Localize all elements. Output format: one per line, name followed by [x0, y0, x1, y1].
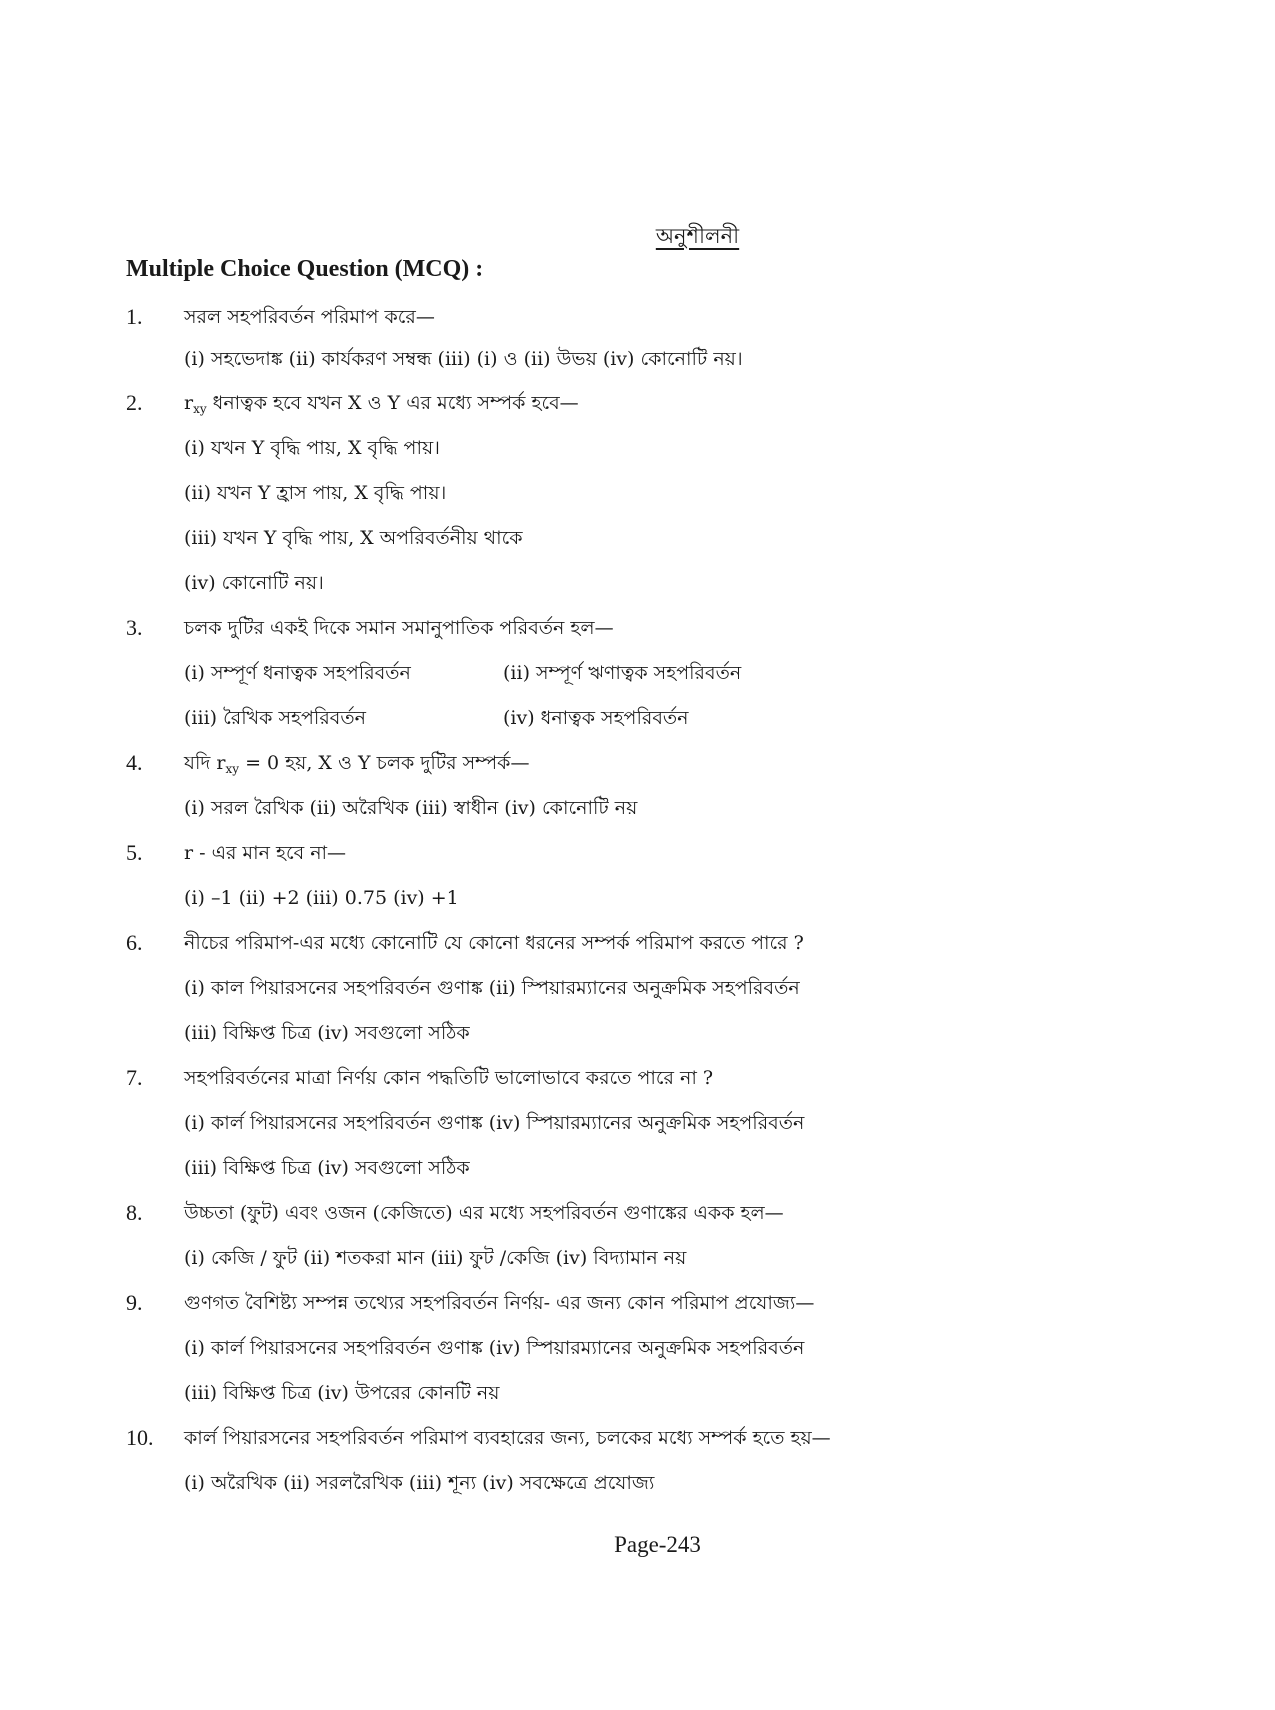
question-text-start: যদি r — [184, 752, 226, 774]
question-text: সরল সহপরিবর্তন পরিমাপ করে— — [184, 306, 435, 328]
question-text — [184, 746, 529, 786]
question-text: সহপরিবর্তনের মাত্রা নির্ণয় কোন পদ্ধতিটি ভালোভাবে করতে পারে না ? — [184, 1067, 714, 1089]
question-number: 9. — [126, 1290, 143, 1315]
options-line: (i) কেজি / ফুট (ii) শতকরা মান (iii) ফুট /কেজি (iv) বিদ্যামান নয় — [184, 1247, 687, 1269]
question-text: উচ্চতা (ফুট) এবং ওজন (কেজিতে) এর মধ্যে সহপরিবর্তন গুণাঙ্কের একক হল— — [184, 1202, 784, 1224]
option: (iv) কোনোটি নয়। — [184, 572, 324, 594]
question-text-rest: ধনাত্বক হবে যখন X ও Y এর মধ্যে সম্পর্ক হবে— — [206, 392, 579, 414]
question-number: 4. — [126, 750, 143, 775]
option: (iv) ধনাত্বক সহপরিবর্তন — [503, 707, 689, 729]
question-text — [184, 386, 579, 426]
question-number: 6. — [126, 930, 143, 955]
options-line: (i) কার্ল পিয়ারসনের সহপরিবর্তন গুণাঙ্ক (iv) স্পিয়ারম্যানের অনুক্রমিক সহপরিবর্তন — [184, 1112, 805, 1134]
option: (iii) যখন Y বৃদ্ধি পায়, X অপরিবর্তনীয় থাকে — [184, 527, 523, 549]
question-text: কার্ল পিয়ারসনের সহপরিবর্তন পরিমাপ ব্যবহারের জন্য, চলকের মধ্যে সম্পর্ক হতে হয়— — [184, 1427, 831, 1449]
question-number: 2. — [126, 390, 143, 415]
question-number: 5. — [126, 840, 143, 865]
options-line: (iii) বিক্ষিপ্ত চিত্র (iv) সবগুলো সঠিক — [184, 1157, 470, 1179]
options-line: (i) কাল পিয়ারসনের সহপরিবর্তন গুণাঙ্ক (ii) স্পিয়ারম্যানের অনুক্রমিক সহপরিবর্তন — [184, 977, 800, 999]
option: (ii) সম্পূর্ণ ঋণাত্বক সহপরিবর্তন — [503, 662, 742, 684]
options-line: (i) কার্ল পিয়ারসনের সহপরিবর্তন গুণাঙ্ক (iv) স্পিয়ারম্যানের অনুক্রমিক সহপরিবর্তন — [184, 1337, 805, 1359]
question-text: গুণগত বৈশিষ্ট্য সম্পন্ন তথ্যের সহপরিবর্তন নির্ণয়- এর জন্য কোন পরিমাপ প্রযোজ্য— — [184, 1292, 815, 1314]
page-number: Page-243 — [614, 1532, 701, 1557]
options-line: (i) –1 (ii) +2 (iii) 0.75 (iv) +1 — [184, 887, 459, 909]
subscript: xy — [193, 402, 207, 416]
option: (i) যখন Y বৃদ্ধি পায়, X বৃদ্ধি পায়। — [184, 437, 440, 459]
option: (i) সম্পূর্ণ ধনাত্বক সহপরিবর্তন — [184, 662, 411, 684]
question-text: r - এর মান হবে না— — [184, 842, 347, 864]
question-text: চলক দুটির একই দিকে সমান সমানুপাতিক পরিবর্তন হল— — [184, 617, 614, 639]
option: (iii) রৈখিক সহপরিবর্তন — [184, 707, 366, 729]
page-heading: অনুশীলনী — [655, 224, 740, 248]
question-number: 10. — [126, 1425, 154, 1450]
options-line: (iii) বিক্ষিপ্ত চিত্র (iv) সবগুলো সঠিক — [184, 1022, 470, 1044]
question-number: 1. — [126, 304, 143, 329]
question-number: 8. — [126, 1200, 143, 1225]
options-line: (i) অরৈখিক (ii) সরলরৈখিক (iii) শূন্য (iv) সবক্ষেত্রে প্রযোজ্য — [184, 1472, 655, 1494]
question-number: 3. — [126, 615, 143, 640]
question-text: নীচের পরিমাপ-এর মধ্যে কোনোটি যে কোনো ধরনের সম্পর্ক পরিমাপ করতে পারে ? — [184, 932, 804, 954]
options-line: (i) সরল রৈখিক (ii) অরৈখিক (iii) স্বাধীন (iv) কোনোটি নয় — [184, 797, 638, 819]
r-symbol: r — [184, 392, 194, 414]
question-number: 7. — [126, 1065, 143, 1090]
question-text-rest: = 0 হয়, X ও Y চলক দুটির সম্পর্ক— — [239, 752, 530, 774]
section-title: Multiple Choice Question (MCQ) : — [126, 256, 484, 282]
options-line: (i) সহভেদাঙ্ক (ii) কার্যকরণ সম্বন্ধ (iii) (i) ও (ii) উভয় (iv) কোনোটি নয়। — [184, 348, 743, 370]
subscript: xy — [225, 762, 240, 776]
options-line: (iii) বিক্ষিপ্ত চিত্র (iv) উপরের কোনটি নয় — [184, 1382, 500, 1404]
option: (ii) যখন Y হ্রাস পায়, X বৃদ্ধি পায়। — [184, 482, 447, 504]
